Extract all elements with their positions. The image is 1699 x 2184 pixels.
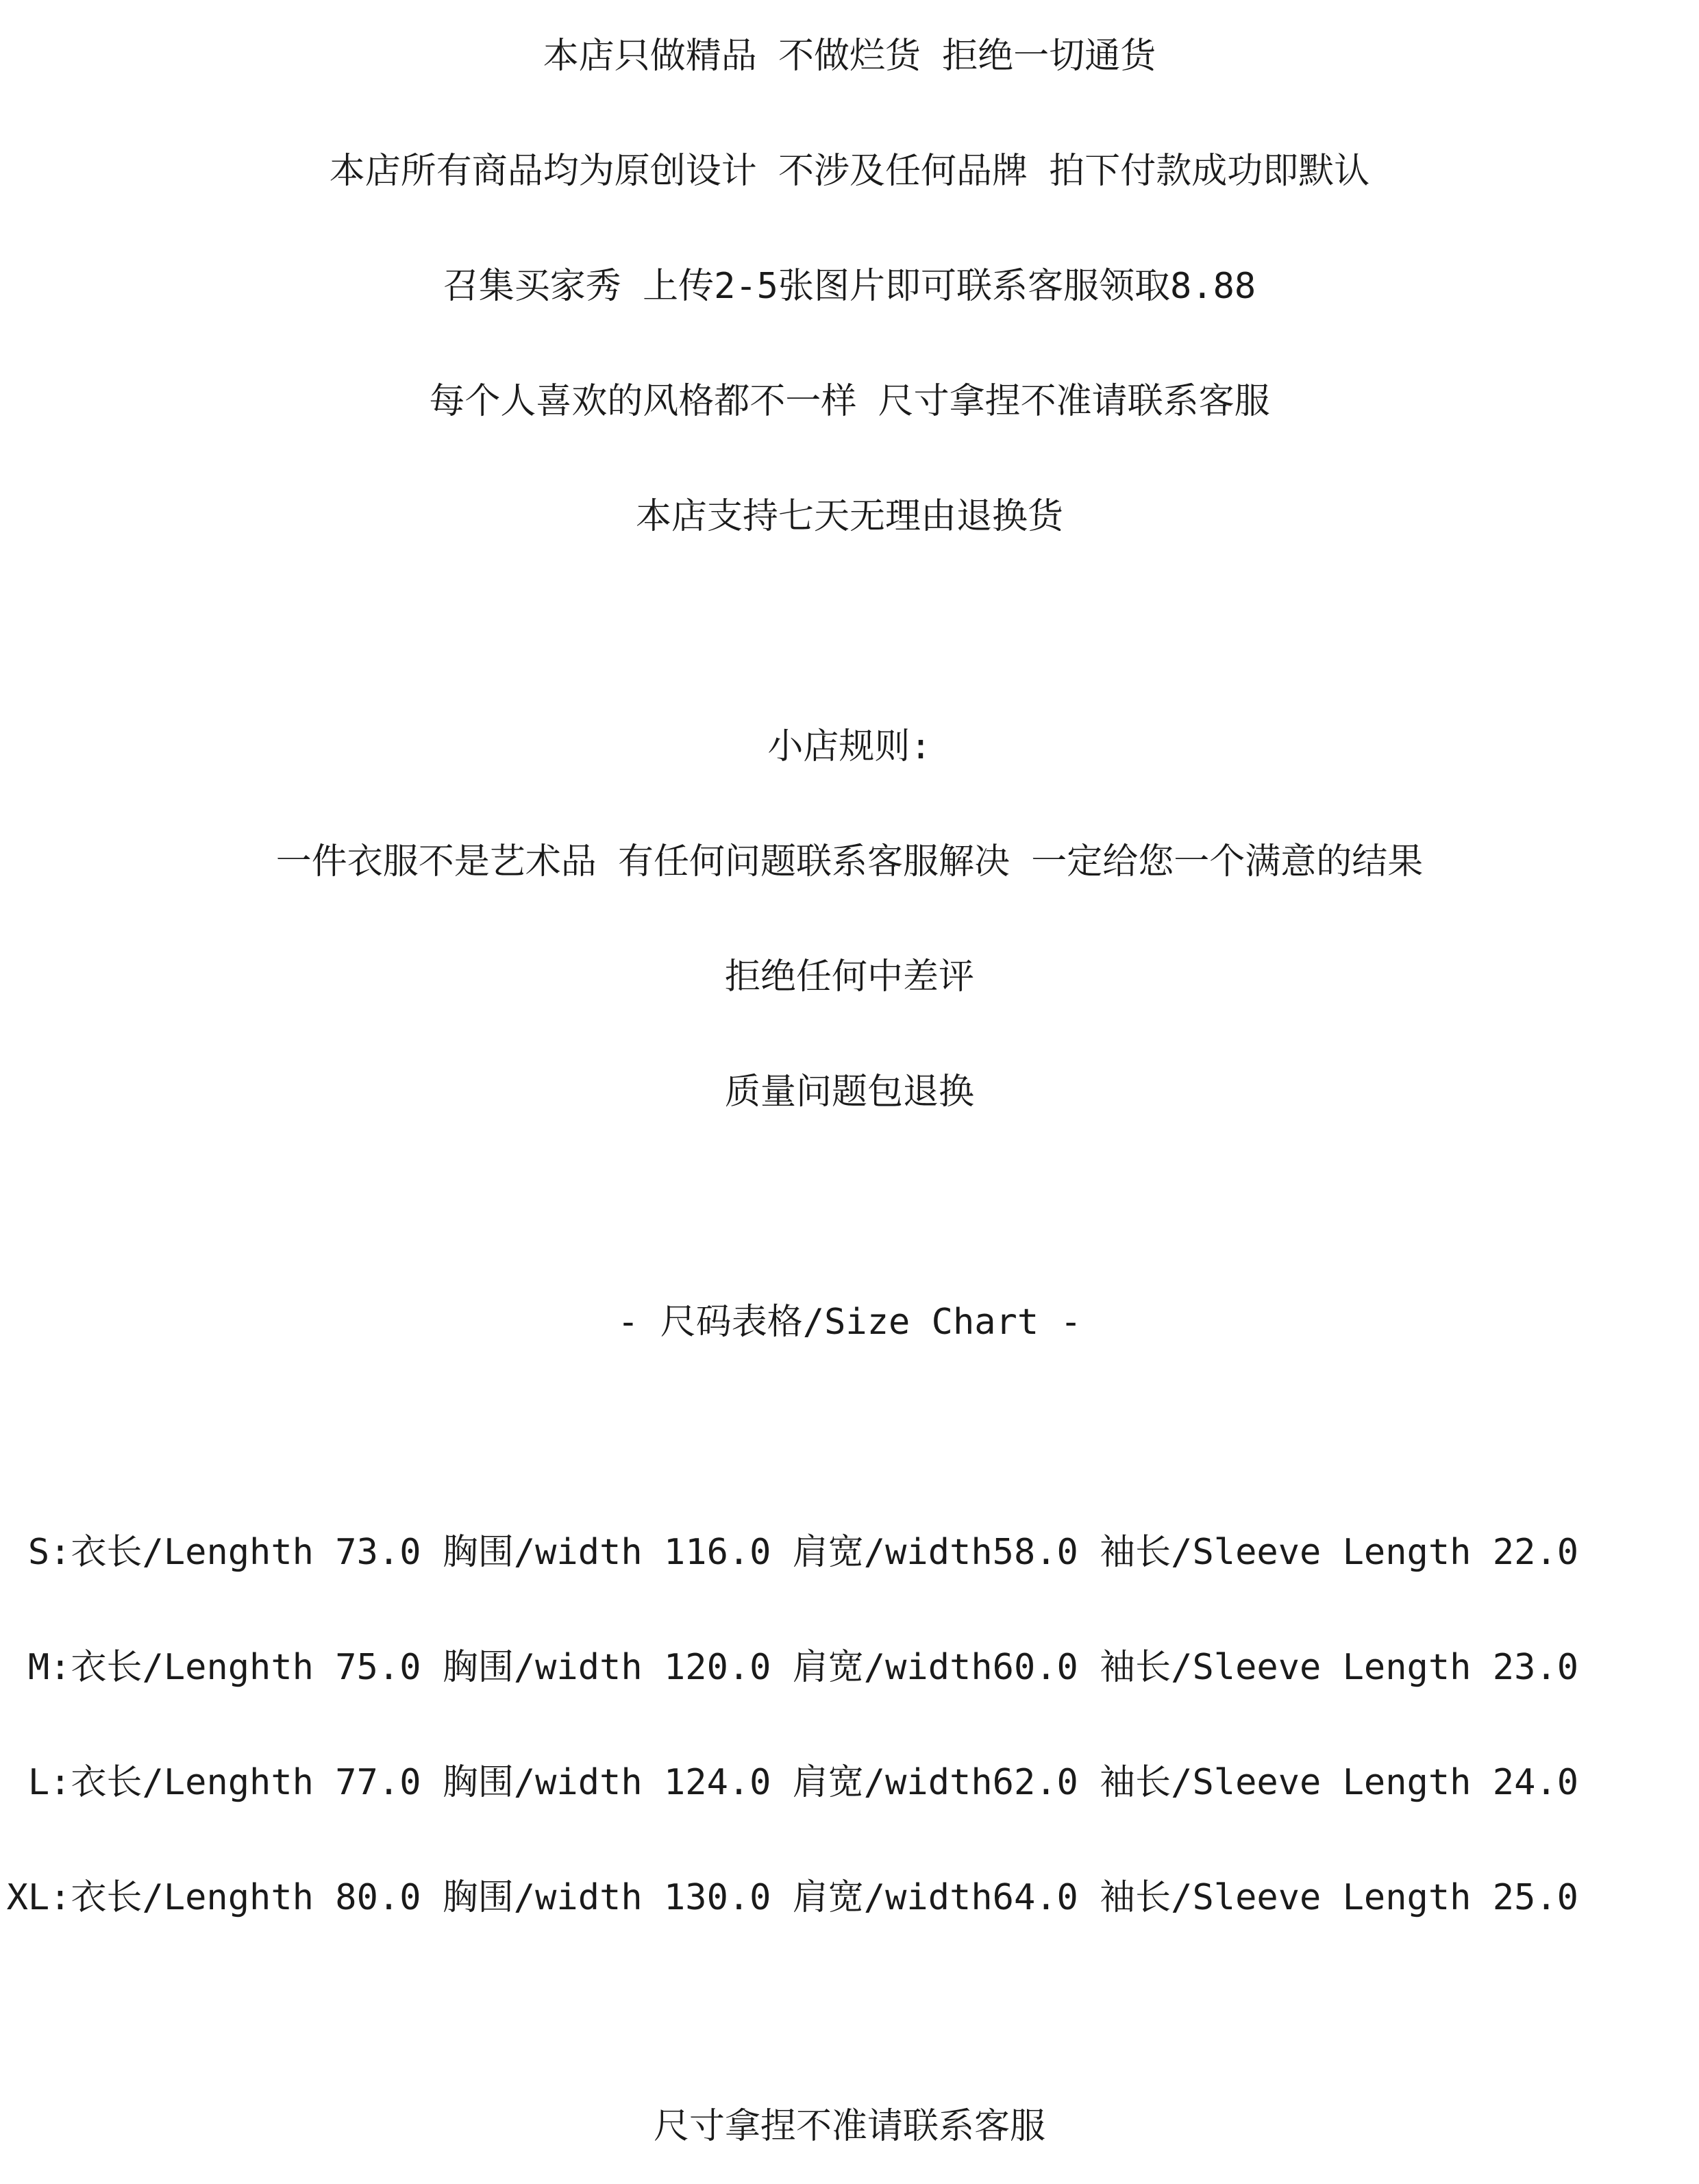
size-row-s: S:衣长/Lenghth 73.0 胸围/width 116.0 肩宽/width58.0 袖长/Sleeve Length 22.0 <box>27 1532 1578 1573</box>
footer-note: 尺寸拿捏不准请联系客服 <box>653 2106 1045 2147</box>
rules-line-service: 一件衣服不是艺术品 有任何问题联系客服解决 一定给您一个满意的结果 <box>275 841 1424 882</box>
intro-line-return-policy: 本店支持七天无理由退换货 <box>635 496 1063 537</box>
size-row-xl: XL:衣长/Lenghth 80.0 胸围/width 130.0 肩宽/width64.0 袖长/Sleeve Length 25.0 <box>6 1877 1578 1918</box>
intro-line-quality: 本店只做精品 不做烂货 拒绝一切通货 <box>543 36 1156 77</box>
intro-line-size-help: 每个人喜欢的风格都不一样 尺寸拿捏不准请联系客服 <box>429 381 1270 422</box>
size-row-m: M:衣长/Lenghth 75.0 胸围/width 120.0 肩宽/width60.0 袖长/Sleeve Length 23.0 <box>27 1647 1578 1688</box>
intro-line-buyer-show: 召集买家秀 上传2-5张图片即可联系客服领取8.88 <box>443 266 1256 307</box>
rules-heading: 小店规则: <box>767 726 932 767</box>
size-chart-heading: - 尺码表格/Size Chart - <box>617 1302 1082 1343</box>
size-row-l: L:衣长/Lenghth 77.0 胸围/width 124.0 肩宽/width62.0 袖长/Sleeve Length 24.0 <box>27 1762 1578 1803</box>
intro-line-original-design: 本店所有商品均为原创设计 不涉及任何品牌 拍下付款成功即默认 <box>329 151 1370 192</box>
rules-line-no-bad-review: 拒绝任何中差评 <box>724 956 974 997</box>
rules-line-quality-return: 质量问题包退换 <box>724 1071 974 1113</box>
